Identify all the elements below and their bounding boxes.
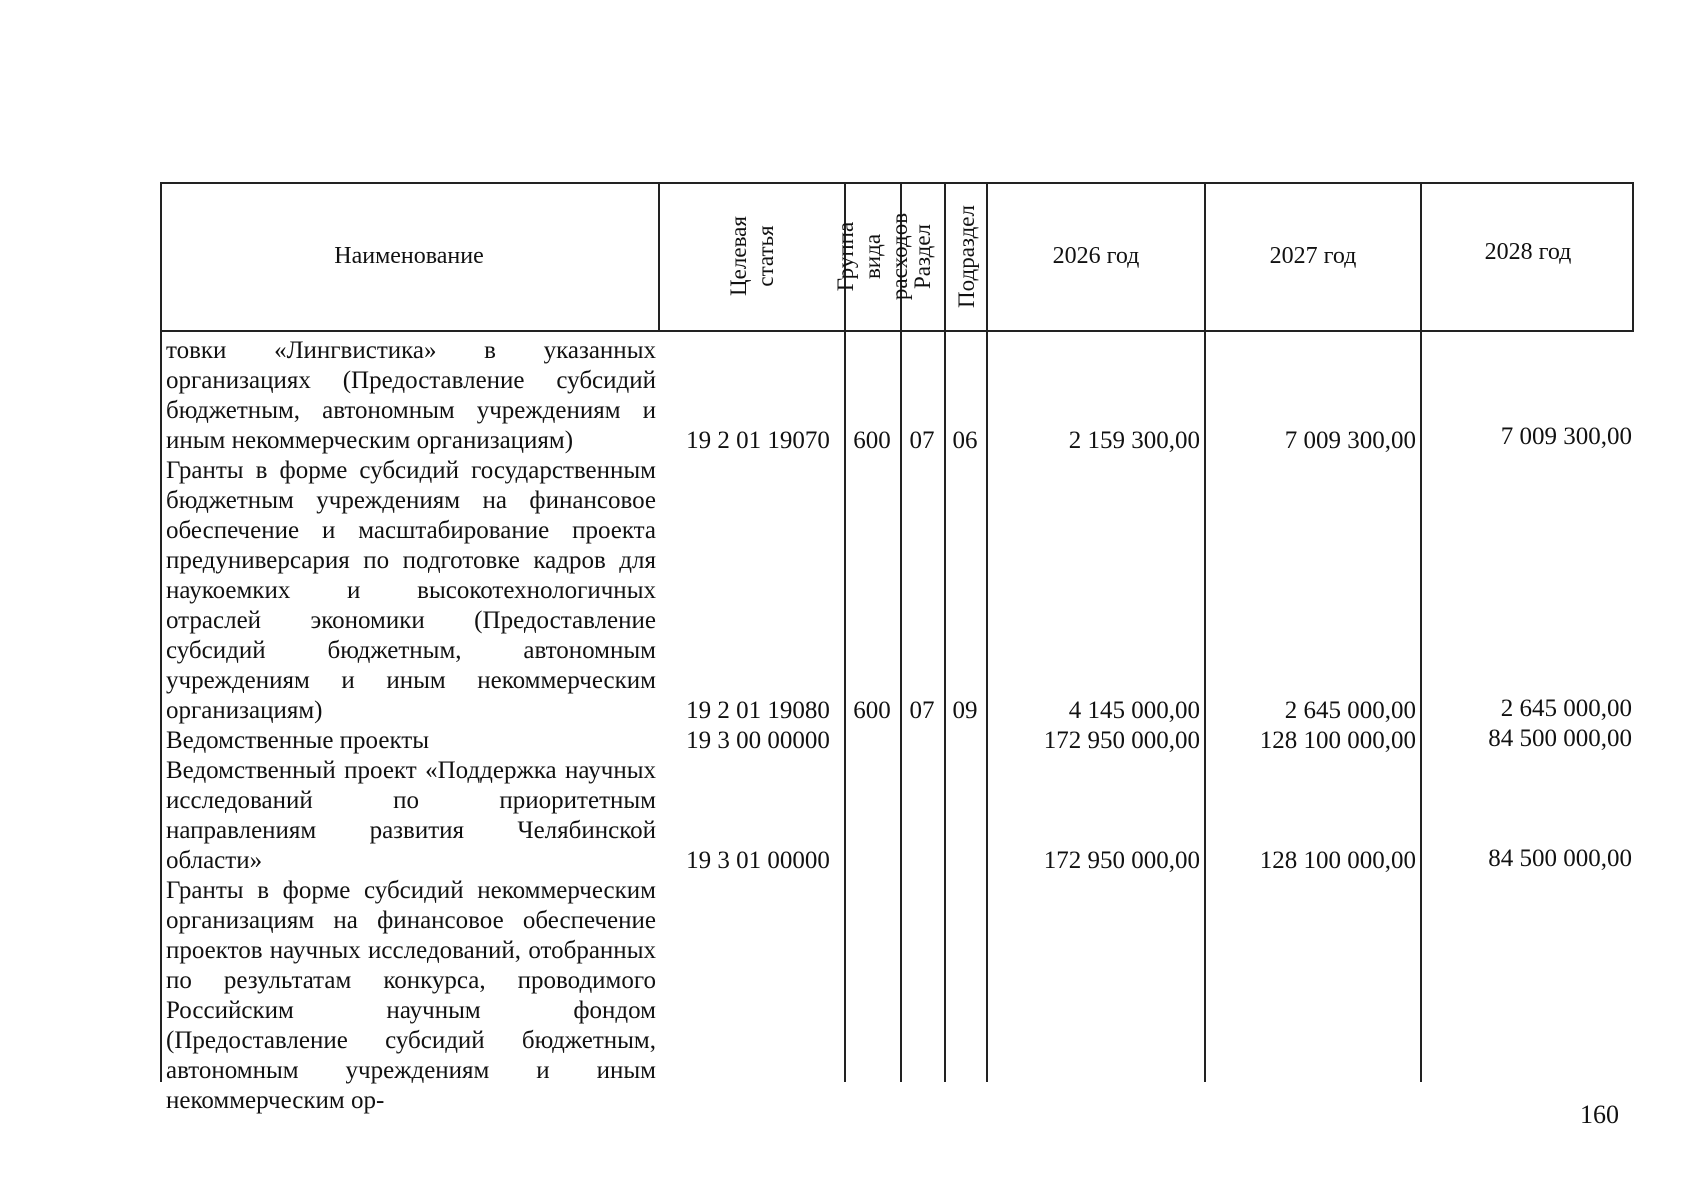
row-section: 07 — [909, 427, 935, 454]
row-2026: 172 950 000,00 — [1043, 727, 1200, 754]
header-bottom-border — [160, 330, 1634, 332]
name-column — [166, 336, 656, 1116]
row-name: Ведомственный проект «Поддержка научных исследований по приоритетным направлениям развития Челябинской области» — [166, 757, 656, 874]
row-name: Гранты в форме субсидий некоммерческим организациям на финансовое обеспечение проектов научных исследований, отобранных по результатам конкурса, проводимого Российским научным фондом (Предоставление субсидий бюджетным, автономным учреждениям и иным некоммерческим ор- — [166, 877, 656, 1114]
row-2027: 2 645 000,00 — [1284, 697, 1416, 724]
row-target-code: 19 3 01 00000 — [686, 847, 830, 874]
header-2026: 2026 год — [1052, 242, 1140, 269]
row-2026: 4 145 000,00 — [1068, 697, 1200, 724]
header-name: Наименование — [334, 242, 484, 269]
row-subsection: 09 — [952, 697, 978, 724]
header-section — [902, 182, 944, 330]
row-2026: 2 159 300,00 — [1068, 427, 1200, 454]
header-group-label: Группа вида расходов — [833, 212, 913, 300]
row-2028: 84 500 000,00 — [1488, 845, 1632, 872]
budget-table — [160, 182, 1634, 1114]
header-subsection — [946, 182, 986, 330]
row-2028: 84 500 000,00 — [1488, 725, 1632, 752]
row-2027: 128 100 000,00 — [1259, 847, 1416, 874]
row-name: Ведомственные проекты — [166, 727, 430, 754]
row-2026: 172 950 000,00 — [1043, 847, 1200, 874]
row-target-code: 19 2 01 19080 — [686, 697, 830, 724]
header-section-label: Раздел — [910, 223, 936, 289]
row-group: 600 — [853, 427, 891, 454]
row-2028: 7 009 300,00 — [1500, 423, 1632, 450]
row-name: товки «Лингвистика» в указанных организациях (Предоставление субсидий бюджетным, автономным учреждениям и иным некоммерческим организациям) — [166, 337, 656, 454]
page-number: 160 — [1580, 1100, 1619, 1129]
header-2028: 2028 год — [1484, 238, 1572, 265]
row-2028: 2 645 000,00 — [1500, 695, 1632, 722]
header-group — [833, 182, 913, 330]
header-target-label: Целевая статья — [726, 216, 778, 296]
row-2027: 7 009 300,00 — [1284, 427, 1416, 454]
row-section: 07 — [909, 697, 935, 724]
row-group: 600 — [853, 697, 891, 724]
header-2027: 2027 год — [1269, 242, 1357, 269]
row-target-code: 19 2 01 19070 — [686, 427, 830, 454]
row-name: Гранты в форме субсидий государственным бюджетным учреждениям на финансовое обеспечение и масштабирование проекта предуниверсария по подготовке кадров для наукоемких и высокотехнологичных отраслей экономики (Предоставление субсидий бюджетным, автономным учреждениям и иным некоммерческим организациям) — [166, 457, 656, 724]
header-subsection-label: Подраздел — [953, 204, 979, 308]
row-target-code: 19 3 00 00000 — [686, 727, 830, 754]
header-target — [660, 182, 844, 330]
row-subsection: 06 — [952, 427, 978, 454]
row-2027: 128 100 000,00 — [1259, 727, 1416, 754]
